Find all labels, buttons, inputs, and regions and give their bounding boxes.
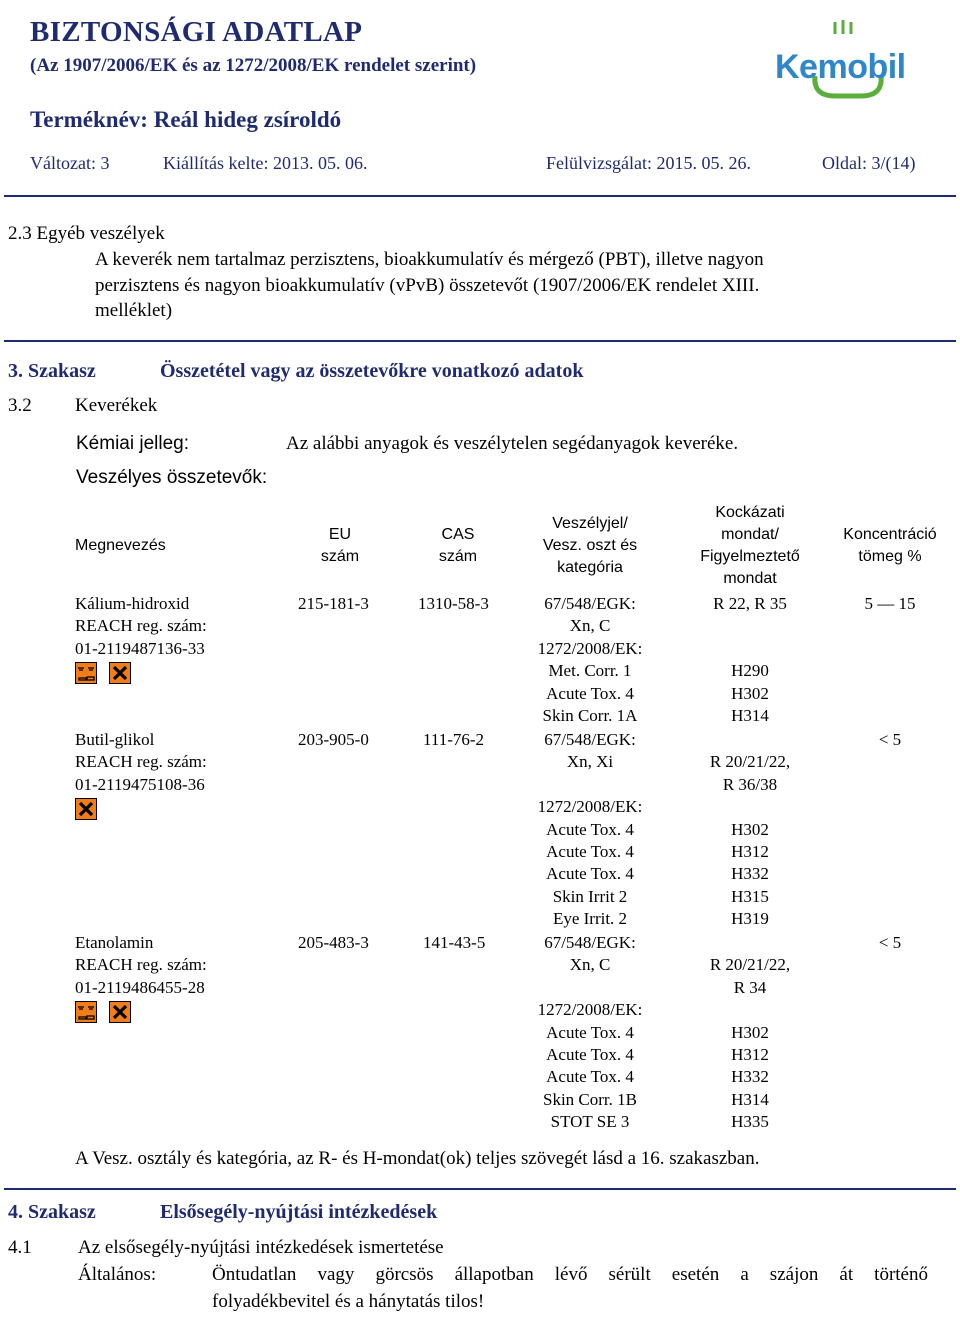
risk-phrase-line: R 36/38 — [722, 774, 778, 794]
reach-number: 01-2119475108-36 — [75, 774, 205, 794]
col-header-risk-line: mondat/ — [721, 526, 779, 543]
section-3-title: Összetétel vagy az összetevőkre vonatkozó adatok — [160, 360, 584, 382]
corrosive-icon — [75, 1001, 97, 1023]
document-title: BIZTONSÁGI ADATLAP — [30, 16, 363, 48]
risk-phrase-line — [680, 615, 820, 637]
hazard-class-line: Acute Tox. 4 — [546, 1045, 634, 1065]
hazard-class-line: 1272/2008/EK: — [537, 1000, 643, 1020]
risk-phrase-line — [680, 796, 820, 818]
hazard-class-line: Met. Corr. 1 — [548, 661, 632, 681]
general-label: Általános: — [78, 1264, 157, 1285]
section-3-2-number: 3.2 — [8, 395, 32, 416]
section-2-3-line: A keverék nem tartalmaz perzisztens, bioakkumulatív és mérgező (PBT), illetve nagyon — [95, 249, 764, 270]
general-text-line: folyadékbevitel és a hánytatás tilos! — [212, 1291, 485, 1312]
risk-phrase-line: H314 — [731, 1089, 769, 1109]
section-4-title: Elsősegély-nyújtási intézkedések — [160, 1201, 438, 1223]
col-header-eu-line: EU — [328, 526, 352, 543]
hazardous-components-label: Veszélyes összetevők: — [76, 467, 268, 488]
section-2-3-line: melléklet) — [95, 300, 173, 321]
section-2-3-line: perzisztens és nagyon bioakkumulatív (vPvB) összetevőt (1907/2006/EK rendelet XIII. — [95, 275, 760, 296]
risk-phrases — [680, 729, 820, 931]
risk-phrase-line: H319 — [731, 909, 769, 929]
section-4-1-number: 4.1 — [8, 1237, 32, 1258]
col-header-class-line: kategória — [557, 559, 623, 576]
reach-label: REACH reg. szám: — [75, 752, 207, 772]
risk-phrases — [680, 932, 820, 1134]
hazard-class — [530, 932, 650, 1134]
col-header-cas-line: CAS — [441, 526, 475, 543]
chemical-nature-value: Az alábbi anyagok és veszélytelen segédanyagok keveréke. — [286, 433, 739, 454]
hazard-class-line — [530, 774, 650, 796]
hazard-class-line: Acute Tox. 4 — [546, 683, 634, 703]
risk-phrase-line: H332 — [731, 864, 769, 884]
risk-phrase-line: H335 — [731, 1112, 769, 1132]
col-header-class — [530, 513, 650, 579]
col-header-risk — [680, 502, 820, 590]
risk-phrase-line — [680, 729, 820, 751]
risk-phrase-line: H312 — [731, 842, 769, 862]
reach-number: 01-2119486455-28 — [75, 977, 205, 997]
hazard-class-line: 1272/2008/EK: — [537, 638, 643, 658]
col-header-risk-line: Kockázati — [715, 504, 785, 521]
component-name-line: Kálium-hidroxid — [75, 594, 190, 613]
col-header-class-line: Vesz. oszt és — [542, 537, 638, 554]
risk-phrase-line: R 20/21/22, — [709, 752, 791, 772]
component-name — [75, 729, 207, 796]
harmful-x-icon — [109, 1001, 131, 1023]
section-3-2-title: Keverékek — [75, 395, 158, 416]
component-name-line: Etanolamin — [75, 933, 154, 952]
hazard-class-line: 67/548/EGK: — [544, 730, 636, 749]
risk-phrase-line: H315 — [731, 886, 769, 906]
page-number: Oldal: 3/(14) — [822, 153, 916, 173]
classification-note: A Vesz. osztály és kategória, az R- és H-mondat(ok) teljes szövegét lásd a 16. szakaszban. — [75, 1148, 760, 1169]
hazard-class-line: Skin Corr. 1B — [543, 1089, 637, 1109]
hazard-class-line: Acute Tox. 4 — [546, 1022, 634, 1042]
concentration: < 5 — [878, 730, 902, 749]
col-header-conc-line: tömeg % — [858, 548, 922, 565]
document-subtitle: (Az 1907/2006/EK és az 1272/2008/EK rendelet szerint) — [30, 55, 477, 76]
eu-number: 215-181-3 — [298, 594, 369, 613]
component-name — [75, 593, 207, 660]
risk-phrase-line: H302 — [731, 819, 769, 839]
risk-phrase-line — [680, 999, 820, 1021]
eu-number: 203-905-0 — [298, 730, 369, 749]
risk-phrase-line: H314 — [731, 706, 769, 726]
risk-phrase-line: R 22, R 35 — [713, 594, 787, 613]
eu-number: 205-483-3 — [298, 933, 369, 952]
concentration: < 5 — [878, 933, 902, 952]
risk-phrase-line — [680, 638, 820, 660]
revision-date: Felülvizsgálat: 2015. 05. 26. — [546, 153, 751, 173]
hazard-class-line: Xn, C — [569, 955, 611, 975]
concentration: 5 — 15 — [864, 594, 916, 613]
cas-number: 111-76-2 — [423, 730, 485, 749]
reach-number: 01-2119487136-33 — [75, 638, 205, 658]
section-divider — [4, 340, 956, 342]
hazard-class-line: 67/548/EGK: — [544, 933, 636, 952]
harmful-x-icon — [75, 798, 97, 820]
hazard-class-line: 67/548/EGK: — [544, 594, 636, 613]
hazard-class-line: Acute Tox. 4 — [546, 819, 634, 839]
section-3-number: 3. Szakasz — [8, 360, 96, 382]
section-divider — [4, 1188, 956, 1190]
col-header-eu — [310, 524, 370, 568]
col-header-conc-line: Koncentráció — [843, 526, 937, 543]
hazard-class-line: Xn, C — [569, 616, 611, 636]
issue-date: Kiállítás kelte: 2013. 05. 06. — [163, 153, 368, 173]
reach-label: REACH reg. szám: — [75, 955, 207, 975]
col-header-eu-line: szám — [320, 548, 360, 565]
hazard-class-line: Acute Tox. 4 — [546, 842, 634, 862]
risk-phrase-line: H302 — [731, 1022, 769, 1042]
hazard-class-line: STOT SE 3 — [550, 1112, 630, 1132]
col-header-concentration — [835, 524, 945, 568]
col-header-risk-line: Figyelmeztető — [700, 548, 800, 565]
hazard-class-line: Xn, Xi — [566, 752, 614, 772]
cas-number: 1310-58-3 — [418, 594, 489, 613]
risk-phrase-line: H332 — [731, 1067, 769, 1087]
chemical-nature-label: Kémiai jelleg: — [76, 433, 189, 454]
hazard-class-line — [530, 977, 650, 999]
cas-number: 141-43-5 — [423, 933, 486, 952]
section-4-number: 4. Szakasz — [8, 1201, 96, 1223]
hazard-class — [530, 729, 650, 931]
col-header-risk-line: mondat — [723, 570, 777, 587]
kemobil-logo — [775, 18, 925, 104]
hazard-class-line: 1272/2008/EK: — [537, 797, 643, 817]
hazard-class — [530, 593, 650, 727]
logo-wordmark: Kemobil — [775, 48, 906, 86]
product-name: Terméknév: Reál hideg zsíroldó — [30, 107, 342, 132]
col-header-class-line: Veszélyjel/ — [552, 515, 628, 532]
risk-phrase-line: H302 — [731, 683, 769, 703]
section-4-1-title: Az elsősegély-nyújtási intézkedések ismertetése — [78, 1237, 444, 1258]
corrosive-icon — [75, 662, 97, 684]
col-header-cas — [428, 524, 488, 568]
col-header-cas-line: szám — [438, 548, 478, 565]
component-name-line: Butil-glikol — [75, 730, 155, 749]
hazard-class-line: Acute Tox. 4 — [546, 864, 634, 884]
component-name — [75, 932, 207, 999]
risk-phrase-line — [680, 932, 820, 954]
risk-phrases — [680, 593, 820, 727]
general-text-line: Öntudatlan vagy görcsös állapotban lévő sérült esetén a szájon át történő — [212, 1264, 928, 1285]
reach-label: REACH reg. szám: — [75, 616, 207, 636]
col-header-name: Megnevezés — [75, 537, 166, 554]
hazard-class-line: Eye Irrit. 2 — [552, 909, 628, 929]
header-divider — [4, 195, 956, 197]
hazard-class-line: Acute Tox. 4 — [546, 1067, 634, 1087]
version-label: Változat: 3 — [30, 153, 110, 173]
harmful-x-icon — [109, 662, 131, 684]
risk-phrase-line: R 20/21/22, — [709, 955, 791, 975]
hazard-class-line: Skin Corr. 1A — [542, 706, 638, 726]
risk-phrase-line: H312 — [731, 1045, 769, 1065]
section-2-3-title: 2.3 Egyéb veszélyek — [8, 223, 165, 244]
risk-phrase-line: H290 — [731, 661, 769, 681]
hazard-class-line: Skin Irrit 2 — [552, 886, 628, 906]
risk-phrase-line: R 34 — [733, 977, 767, 997]
